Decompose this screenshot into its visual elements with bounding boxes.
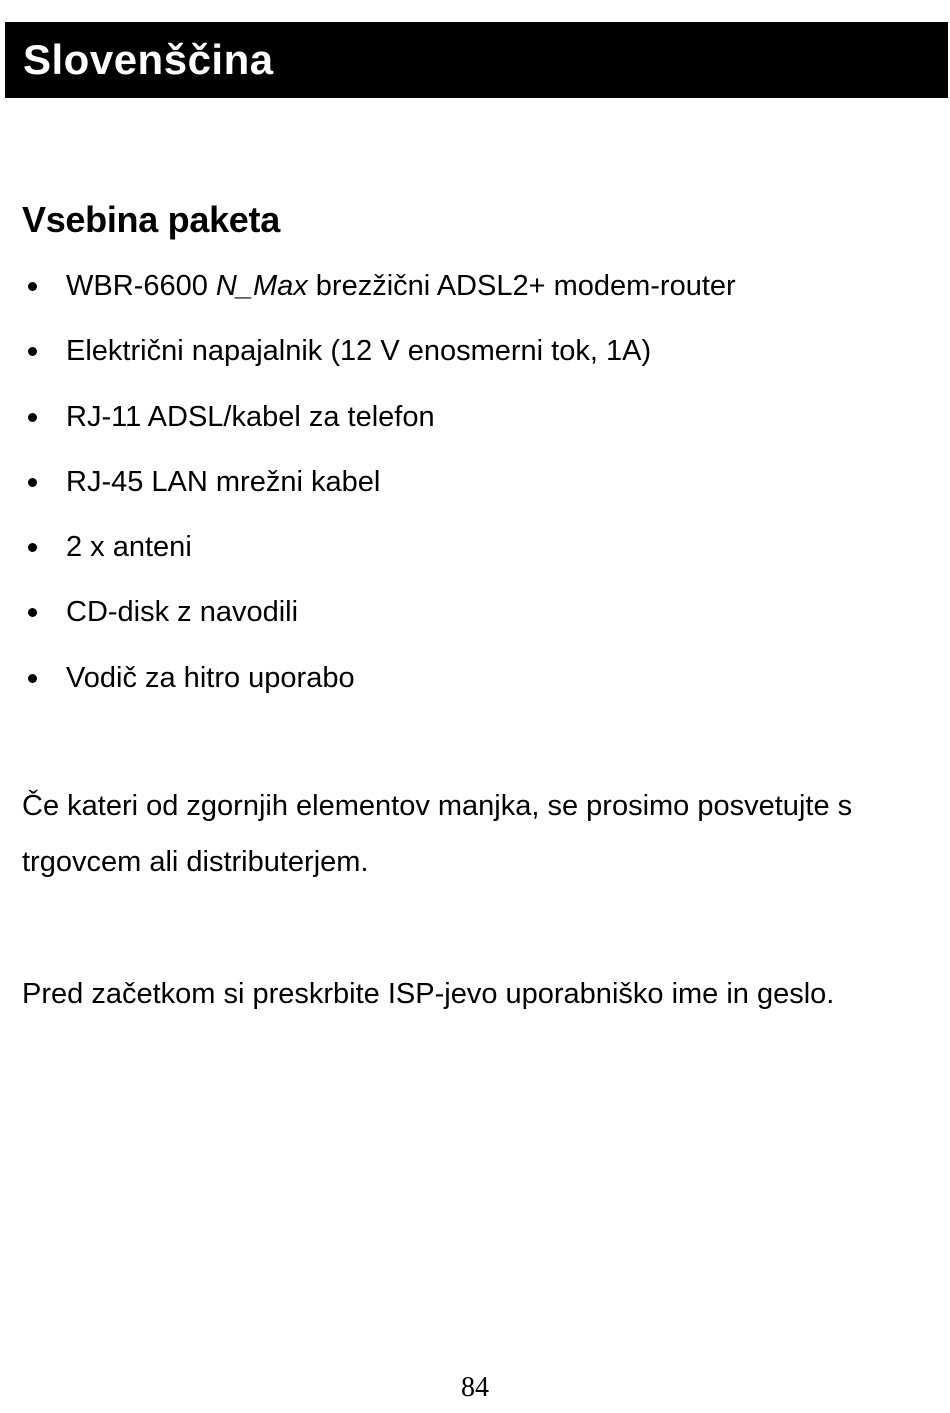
list-item-text: Električni napajalnik (12 V enosmerni tok, 1A) — [66, 335, 652, 368]
list-item — [22, 395, 736, 460]
bullet-icon — [28, 608, 37, 617]
bullet-icon — [28, 674, 37, 683]
language-title: Slovenščina — [23, 36, 274, 83]
list-item-text: WBR-6600 — [66, 270, 216, 302]
bullet-icon — [28, 282, 37, 291]
page-number: 84 — [461, 1372, 489, 1403]
missing-items-note: Če kateri od zgornjih elementov manjka, se prosimo posvetujte s trgovcem ali distributerjem. — [22, 790, 853, 878]
bullet-icon — [28, 347, 37, 356]
list-item — [22, 329, 736, 394]
language-banner — [5, 22, 948, 98]
package-contents-list — [22, 264, 736, 721]
list-item-text-suffix: brezžični ADSL2+ modem-router — [307, 270, 736, 302]
list-item-text: RJ-11 ADSL/kabel za telefon — [66, 400, 435, 433]
list-item — [22, 656, 736, 721]
list-item-text: RJ-45 LAN mrežni kabel — [66, 465, 381, 498]
package-contents-heading: Vsebina paketa — [22, 199, 280, 240]
bullet-icon — [28, 543, 37, 552]
product-model-name: N_Max — [215, 270, 308, 302]
list-item — [22, 264, 736, 329]
isp-credentials-note: Pred začetkom si preskrbite ISP-jevo uporabniško ime in geslo. — [22, 978, 835, 1010]
list-item — [22, 590, 736, 655]
list-item-text: CD-disk z navodili — [66, 596, 299, 629]
bullet-icon — [28, 413, 37, 422]
list-item — [22, 460, 736, 525]
list-item — [22, 525, 736, 590]
list-item-text: Vodič za hitro uporabo — [66, 661, 355, 694]
list-item-text: 2 x anteni — [66, 531, 192, 564]
bullet-icon — [28, 478, 37, 487]
